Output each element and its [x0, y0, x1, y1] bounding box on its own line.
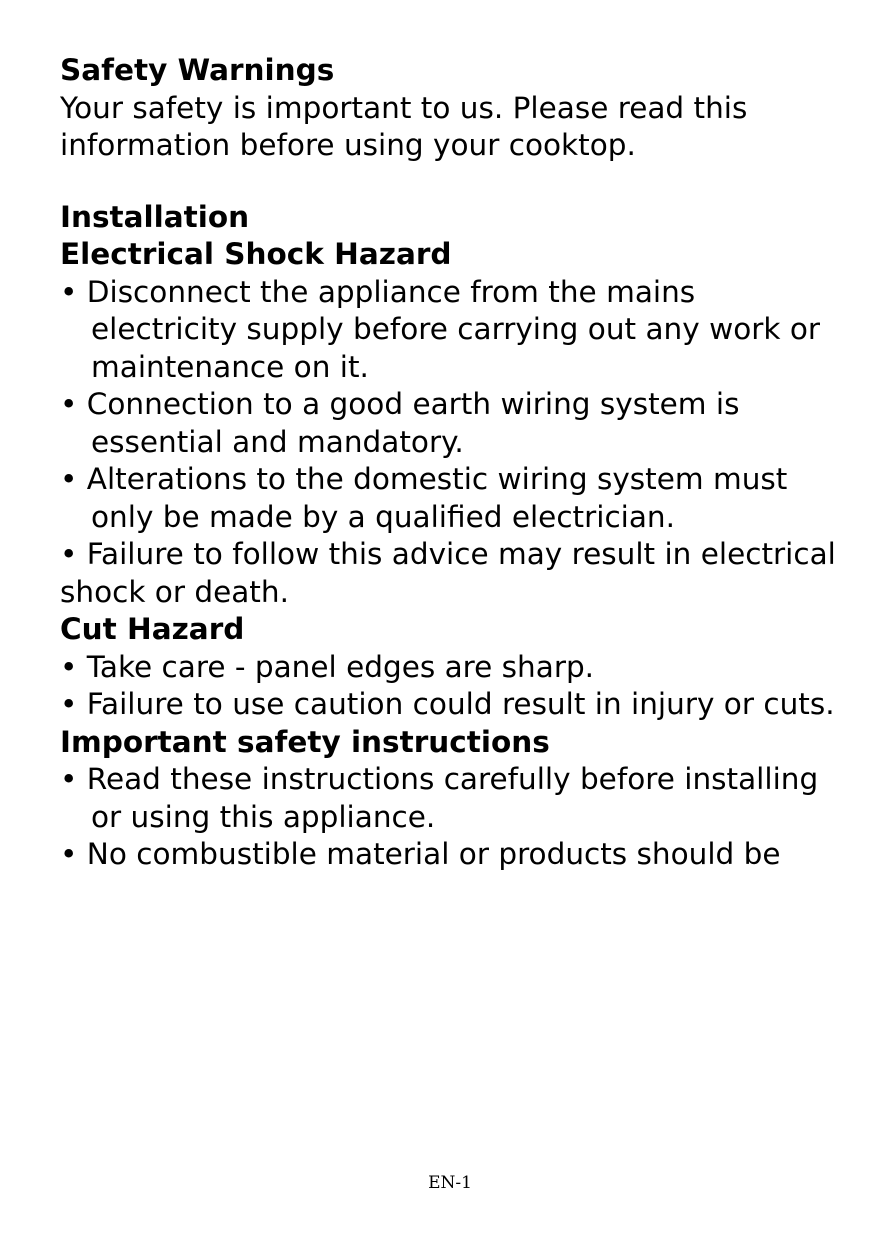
list-item: • Read these instructions carefully before installing or using this appliance.	[60, 762, 819, 834]
important-instructions-heading: Important safety instructions	[60, 724, 550, 759]
list-item: • Disconnect the appliance from the mains electricity supply before carrying out any work or maintenance on it.	[60, 274, 821, 384]
list-item: • Alterations to the domestic wiring system must only be made by a qualified electrician.	[60, 462, 788, 534]
document-body	[60, 52, 850, 874]
intro-paragraph: Your safety is important to us. Please read this information before using your cooktop.	[60, 90, 748, 162]
electrical-shock-heading: Electrical Shock Hazard	[60, 237, 452, 271]
list-item: • No combustible material or products should be	[60, 837, 781, 871]
installation-heading: Installation	[60, 199, 250, 234]
list-item: • Failure to use caution could result in injury or cuts.	[60, 687, 835, 721]
section-spacer	[60, 165, 850, 199]
page-number: EN-1	[428, 1173, 472, 1193]
list-item: • Connection to a good earth wiring system is essential and mandatory.	[60, 387, 740, 459]
cut-hazard-heading: Cut Hazard	[60, 612, 245, 646]
list-item: • Failure to follow this advice may result in electrical shock or death.	[60, 537, 836, 609]
page-title: Safety Warnings	[60, 53, 335, 87]
list-item: • Take care - panel edges are sharp.	[60, 649, 595, 684]
